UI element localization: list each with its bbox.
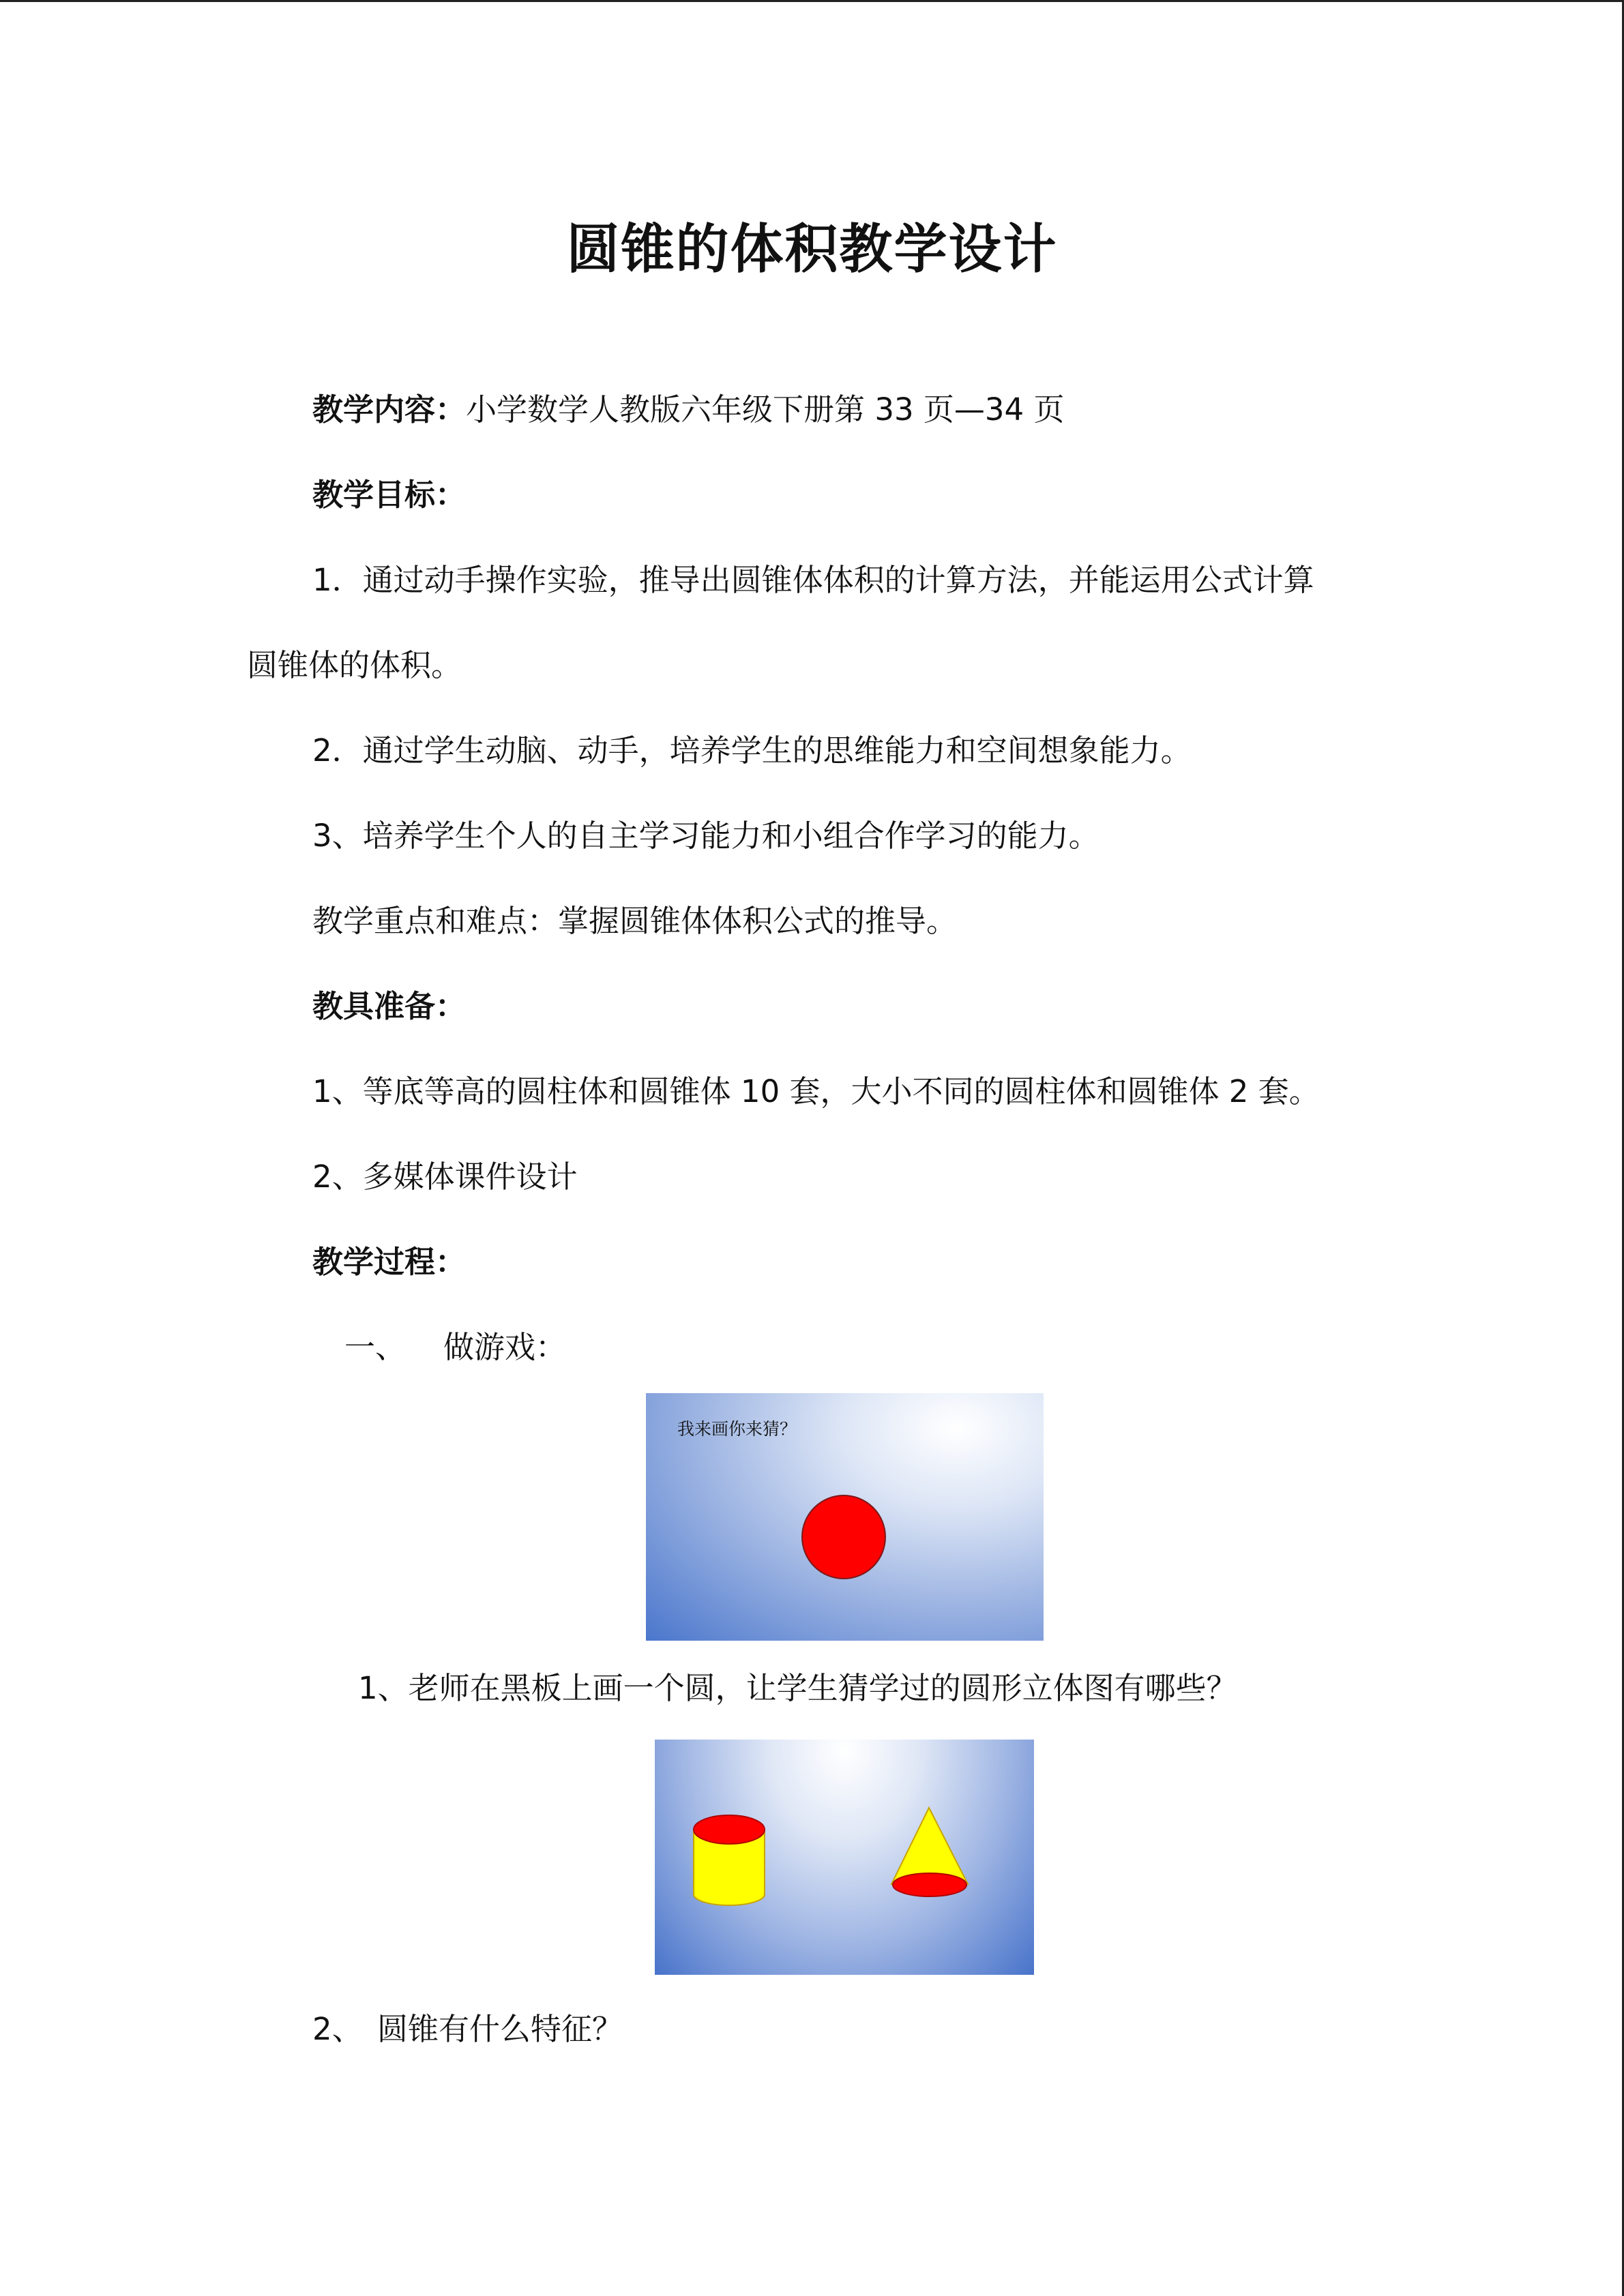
section-1-title: 做游戏： — [443, 1329, 567, 1365]
step-1: 1、老师在黑板上画一个圆，让学生猜学过的圆形立体图有哪些？ — [358, 1670, 1237, 1706]
key-points: 教学重点和难点：掌握圆锥体体积公式的推导。 — [312, 903, 958, 939]
slide-1-graphic — [646, 1393, 1044, 1641]
step-2-text: 圆锥有什么特征？ — [377, 2011, 623, 2047]
process-heading: 教学过程： — [312, 1244, 467, 1280]
page-title: 圆锥的体积教学设计 — [566, 219, 1058, 280]
cylinder-shape — [694, 1815, 765, 1905]
section-1-number: 一、 — [344, 1329, 407, 1365]
slide-solids — [655, 1740, 1034, 1975]
slide-guess-game — [646, 1393, 1044, 1641]
goal-item-1-line-2: 圆锥体的体积。 — [247, 647, 462, 683]
goal-item-3: 3、培养学生个人的自主学习能力和小组合作学习的能力。 — [312, 818, 1099, 854]
slide-2-graphic — [655, 1740, 1034, 1975]
content-line — [312, 389, 1064, 430]
cone-shape — [891, 1808, 968, 1896]
step-2-number: 2、 — [312, 2011, 363, 2047]
materials-item-1: 1、等底等高的圆柱体和圆锥体 10 套，大小不同的圆柱体和圆锥体 2 套。 — [312, 1073, 1320, 1109]
goal-item-2: 2．通过学生动脑、动手，培养学生的思维能力和空间想象能力。 — [312, 732, 1192, 769]
materials-heading: 教具准备： — [312, 988, 467, 1024]
content-label: 教学内容： — [312, 391, 467, 428]
red-circle-shape — [802, 1495, 885, 1579]
materials-item-2: 2、多媒体课件设计 — [312, 1159, 578, 1195]
slide-caption: 我来画你来猜？ — [677, 1419, 797, 1439]
goals-heading: 教学目标： — [312, 477, 467, 513]
content-text: 小学数学人教版六年级下册第 33 页—34 页 — [466, 391, 1065, 428]
goal-item-1-line-1: 1．通过动手操作实验，推导出圆锥体体积的计算方法，并能运用公式计算 — [312, 562, 1314, 598]
